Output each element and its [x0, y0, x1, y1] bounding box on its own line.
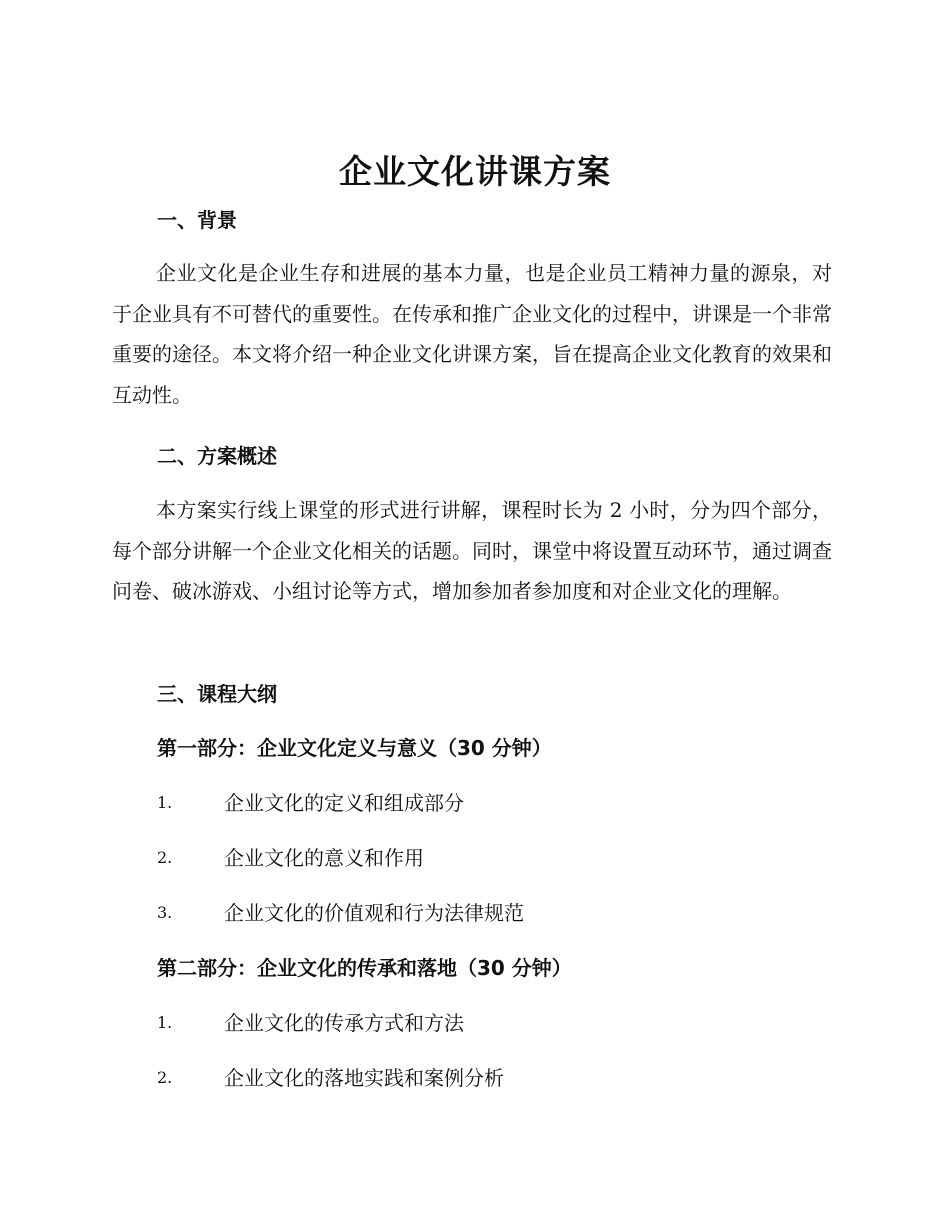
- list-item-text: 企业文化的意义和作用: [224, 846, 424, 870]
- section-heading-background: 一、背景: [157, 208, 237, 232]
- list-item-text: 企业文化的落地实践和案例分析: [224, 1066, 504, 1090]
- list-item-number: 1.: [157, 1013, 173, 1032]
- list-item-text: 企业文化的传承方式和方法: [224, 1011, 464, 1035]
- part-heading-1: 第一部分：企业文化定义与意义（30 分钟）: [157, 736, 552, 760]
- list-item-number: 2.: [157, 1068, 173, 1087]
- section-paragraph-overview: 本方案实行线上课堂的形式进行讲解，课程时长为 2 小时，分为四个部分，每个部分讲解一个企业文化相关的话题。同时，课堂中将设置互动环节，通过调查问卷、破冰游戏、小组讨论等方式，增加参加者参加度和对企业文化的理解。: [112, 498, 832, 604]
- document-title: 企业文化讲课方案: [339, 152, 611, 191]
- section-heading-outline: 三、课程大纲: [157, 682, 277, 706]
- section-heading-overview: 二、方案概述: [157, 444, 277, 468]
- section-paragraph-background: 企业文化是企业生存和进展的基本力量，也是企业员工精神力量的源泉，对于企业具有不可替代的重要性。在传承和推广企业文化的过程中，讲课是一个非常重要的途径。本文将介绍一种企业文化讲课方案，旨在提高企业文化教育的效果和互动性。: [112, 261, 832, 408]
- list-item-number: 2.: [157, 848, 173, 867]
- part-heading-2: 第二部分：企业文化的传承和落地（30 分钟）: [157, 956, 572, 980]
- list-item-text: 企业文化的定义和组成部分: [224, 791, 464, 815]
- list-item-number: 1.: [157, 793, 173, 812]
- list-item-number: 3.: [157, 903, 173, 922]
- list-item-text: 企业文化的价值观和行为法律规范: [224, 901, 524, 925]
